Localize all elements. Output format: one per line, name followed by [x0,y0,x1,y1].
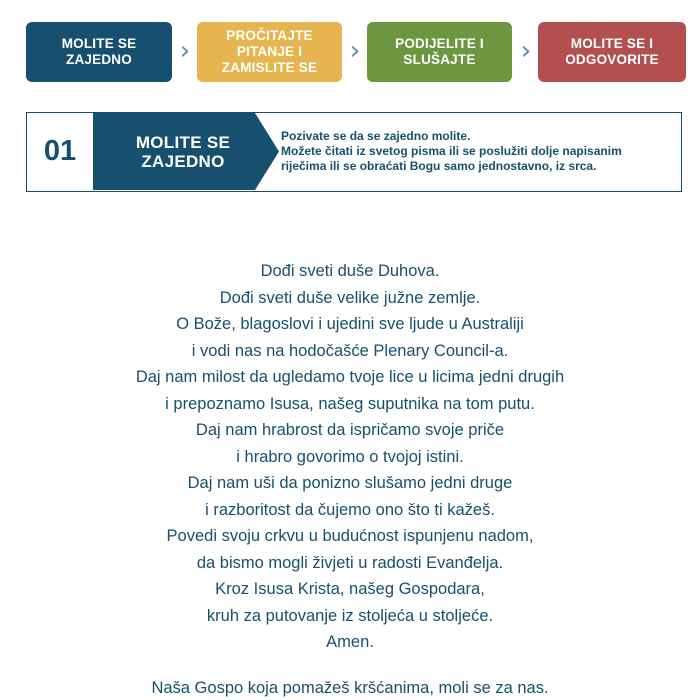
prayer-line: i razboritost da čujemo ono što ti kažeš. [205,500,495,519]
section-description [281,129,681,174]
prayer-line: Amen. [326,633,374,651]
step-read-question: PROČITAJTE PITANJE I ZAMISLITE SE [197,22,342,82]
description-line: Pozivate se da se zajedno molite. [281,129,471,143]
closing-prayer: Naša Gospo koja pomažeš kršćanima, moli se za nas. [151,679,549,697]
steps-bar [26,22,686,84]
step-pray-respond: MOLITE SE I ODGOVORITE [538,22,686,82]
prayer-line: Dođi sveti duše Duhova. [260,262,440,280]
description-line: riječima ili se obraćati Bogu samo jednostavno, iz srca. [281,159,597,173]
prayer-line: O Bože, blagoslovi i ujedini sve ljude u Australiji [176,315,524,333]
prayer-line: da bismo mogli živjeti u radosti Evanđelja. [196,553,504,572]
chevron-right-icon: › [179,36,191,66]
prayer-line: kruh za putovanje iz stoljeća u stoljeće. [206,606,494,625]
section-header [26,112,682,192]
prayer-line: Daj nam milost da ugledamo tvoje lice u licima jedni drugih [135,368,565,386]
section-number: 01 [43,135,77,167]
prayer-line: Kroz Isusa Krista, našeg Gospodara, [215,580,485,598]
prayer-line: i vodi nas na hodočašće Plenary Council-a. [191,341,509,360]
section-title: MOLITE SE ZAJEDNO [135,132,231,171]
prayer-line: i hrabro govorimo o tvojoj istini. [236,447,464,466]
chevron-right-icon: › [520,36,532,66]
chevron-right-icon: › [349,36,361,66]
description-line: Možete čitati iz svetog pisma ili se poslužiti dolje napisanim [281,144,622,158]
prayer-line: Dođi sveti duše velike južne zemlje. [219,288,481,307]
step-pray-together: MOLITE SE ZAJEDNO [26,22,172,82]
prayer-line: Daj nam uši da ponizno slušamo jedni druge [187,474,513,492]
prayer-line: i prepoznamo Isusa, našeg suputnika na tom putu. [165,394,535,413]
prayer-line: Povedi svoju crkvu u budućnost ispunjenu nadom, [166,527,534,545]
prayer-line: Daj nam hrabrost da ispričamo svoje priče [195,421,505,439]
step-share-listen: PODIJELITE I SLUŠAJTE [367,22,512,82]
prayer-text [0,258,700,656]
